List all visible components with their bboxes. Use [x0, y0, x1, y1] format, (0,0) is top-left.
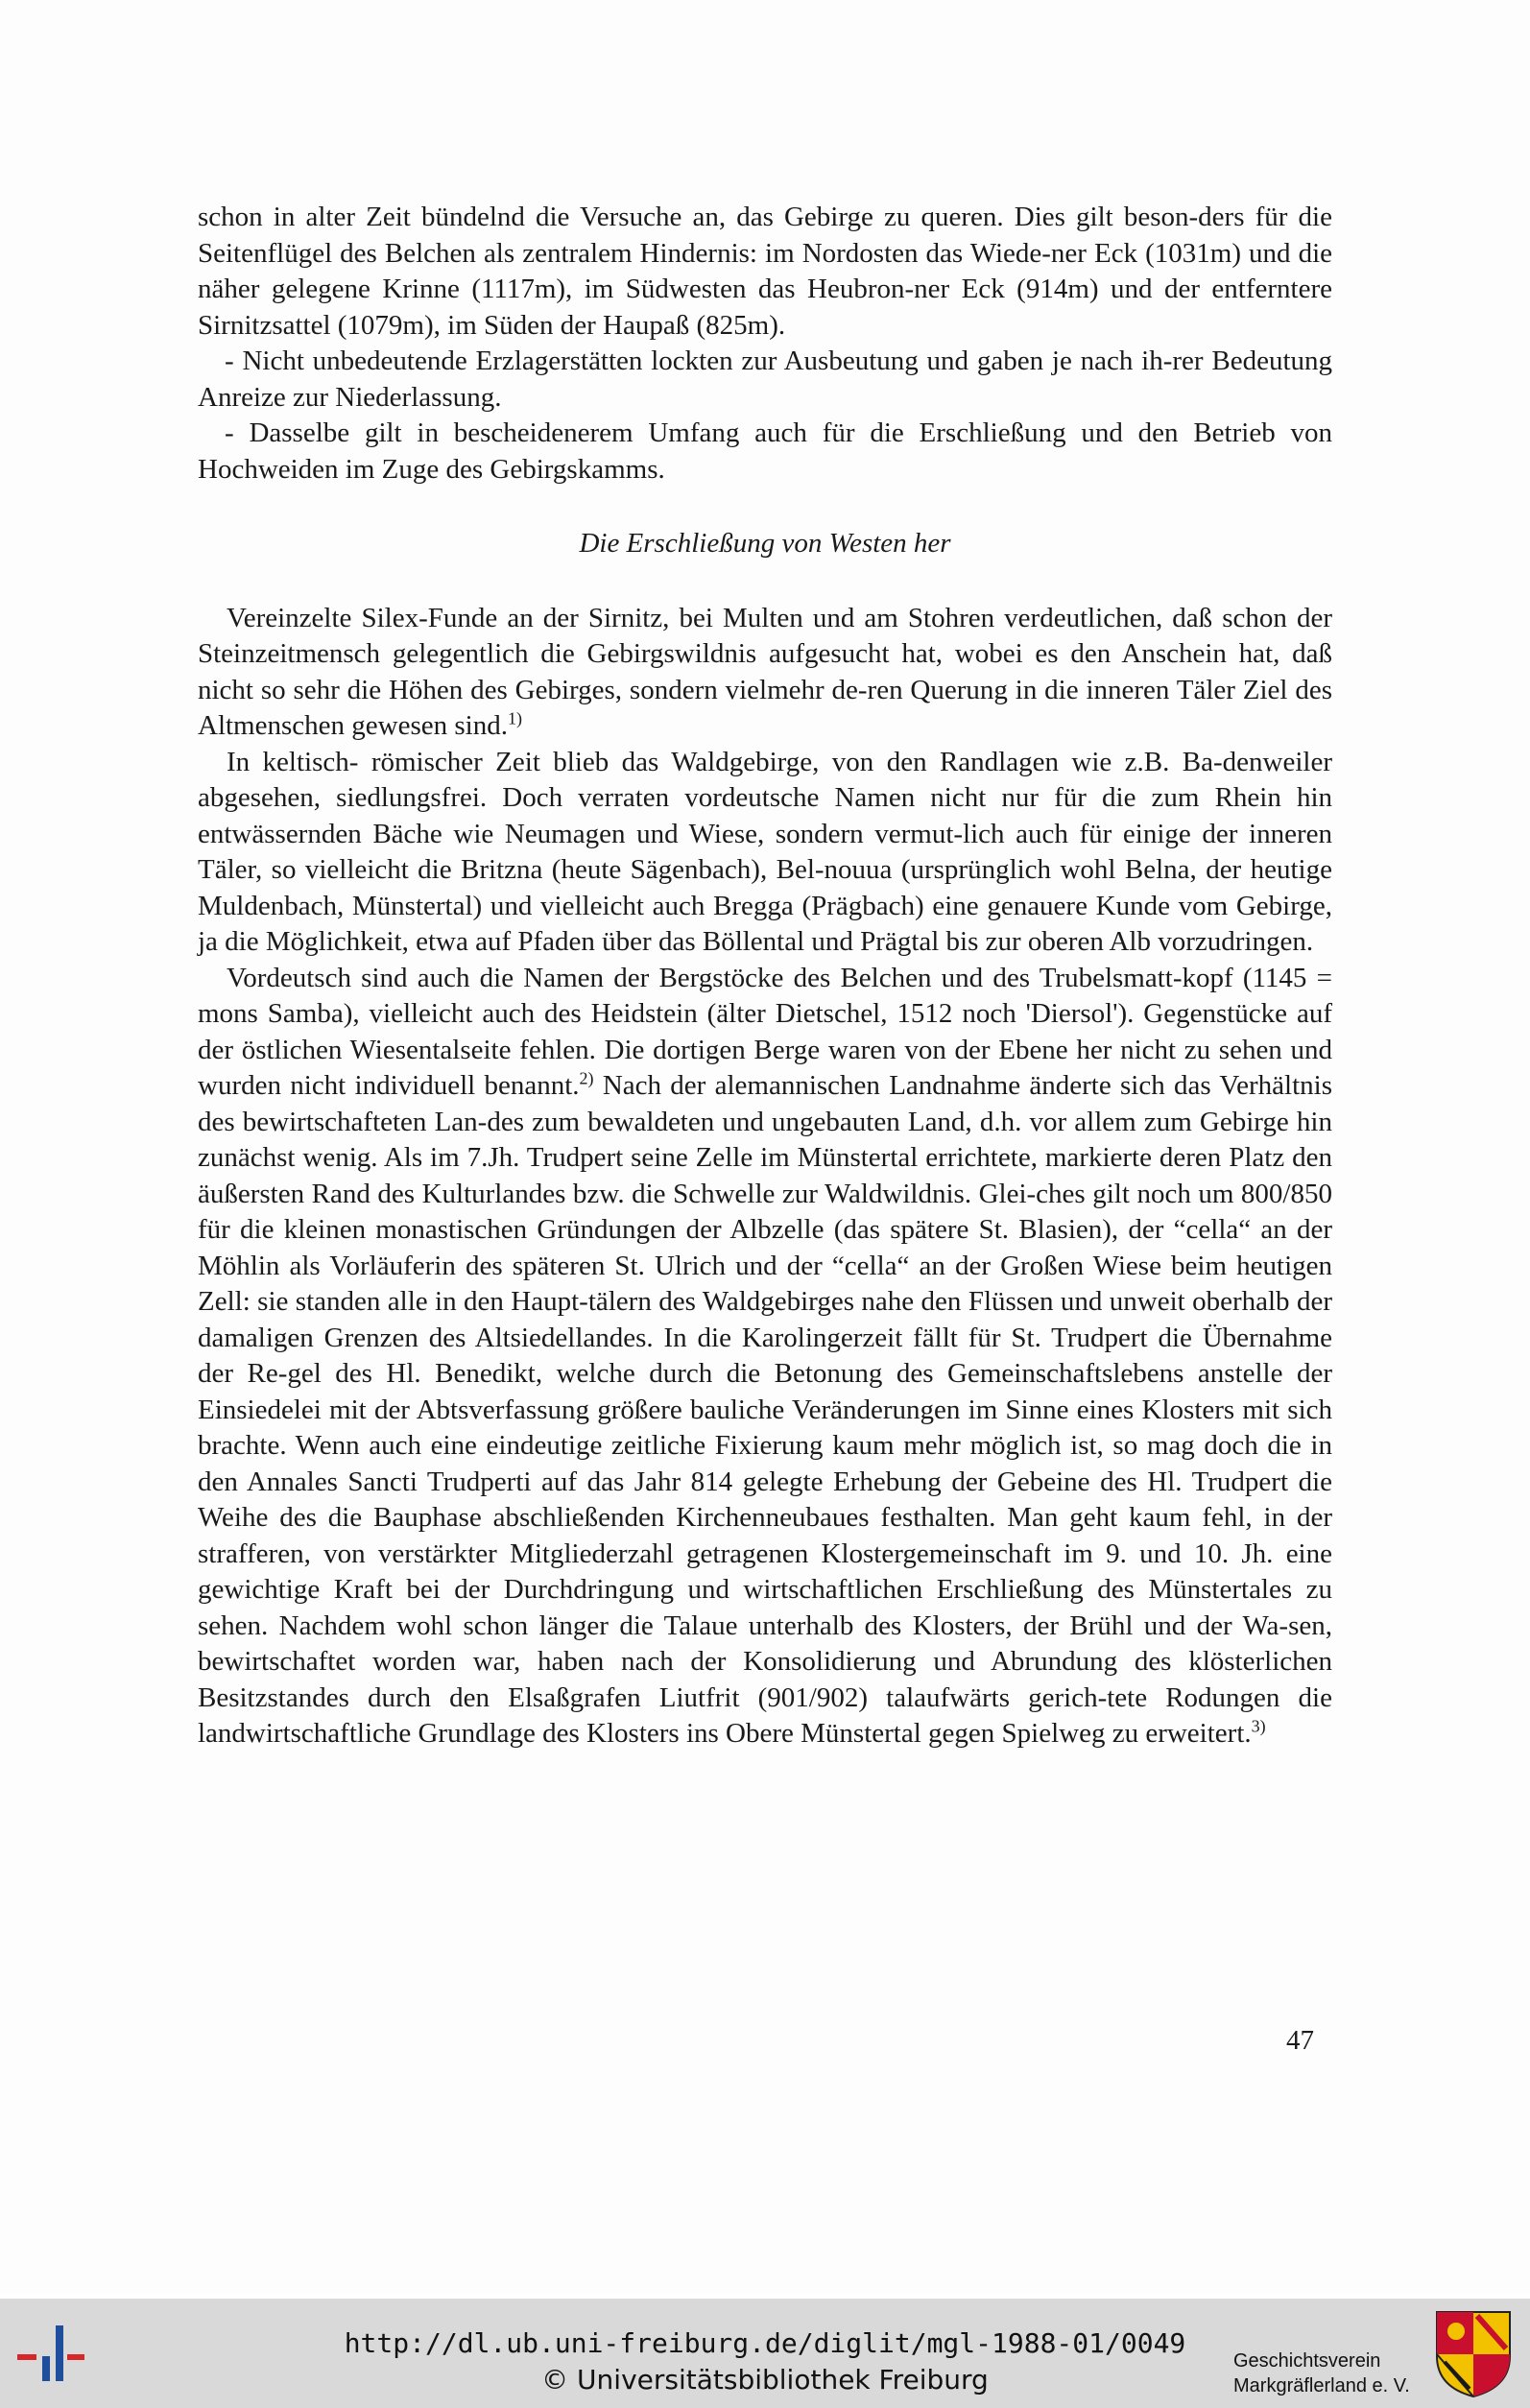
- copyright-notice: © Universitätsbibliothek Freiburg: [541, 2364, 989, 2396]
- markgraeflerland-crest-icon[interactable]: [1435, 2310, 1512, 2398]
- paragraph-silex-finds: [198, 601, 1332, 745]
- footnote-marker: 1): [507, 708, 522, 728]
- footnote-marker: 3): [1251, 1716, 1266, 1736]
- page-number: 47: [1286, 2025, 1314, 2056]
- paragraph-high-pastures: - Dasselbe gilt in bescheidenerem Umfang auch für die Erschließung und den Betrieb von Hochweiden im Zuge des Gebirgskamms.: [198, 417, 1332, 485]
- paragraph-pre-german-names: [198, 961, 1332, 1752]
- paragraph-ore-deposits: - Nicht unbedeutende Erzlagerstätten lockten zur Ausbeutung und gaben je nach ih-rer Bedeutung Anreize zur Niederlassung.: [198, 346, 1332, 413]
- society-name: [1233, 2348, 1410, 2398]
- paragraph-text: Vereinzelte Silex-Funde an der Sirnitz, bei Multen und am Stohren verdeutlichen, daß schon der Steinzeitmensch gelegentlich die Gebirgswildnis aufgesucht hat, wobei es den Anschein hat, daß nicht so sehr die Höhen des Gebirges, sondern vielmehr de-ren Querung in die inneren Täler Ziel des Altmenschen gewesen sind.: [198, 602, 1332, 741]
- section-heading: Die Erschließung von Westen her: [579, 528, 951, 559]
- footnote-marker: 2): [579, 1068, 594, 1088]
- paragraph-celtic-roman: [198, 745, 1332, 961]
- document-body: [198, 200, 1332, 1752]
- paragraph-text: Nach der alemannischen Landnahme änderte sich das Verhältnis des bewirtschafteten Lan-des zum bewaldeten und ungebauten Land, d.h. vor allem zum Gebirge hin zunächst wenig. Als im 7.Jh. Trudpert seine Zelle im Münstertal errichtete, markierte deren Platz den äußersten Rand des Kulturlandes bzw. die Schwelle zur Waldwildnis. Glei-ches gilt noch um 800/850 für die kleinen monastischen Gründungen der Albzelle (das spätere St. Blasien), der “cella“ an der Möhlin als Vorläuferin des späteren St. Ulrich und der “cella“ an der Großen Wiese beim heutigen Zell: sie standen alle in den Haupt-tälern des Waldgebirges nahe den Flüssen und unweit oberhalb der damaligen Grenzen des Altsiedellandes. In die Karolingerzeit fällt für St. Trudpert die Übernahme der Re-gel des Hl. Benedikt, welche durch die Betonung des Gemeinschaftslebens anstelle der Einsiedelei mit der Abtsverfassung größere bauliche Veränderungen im Sinne eines Klosters mit sich brachte. Wenn auch eine eindeutige zeitliche Fixierung kaum mehr möglich ist, so mag doch die in den Annales Sancti Trudperti auf das Jahr 814 gelegte Erhebung der Gebeine des Hl. Trudpert die Weihe des die Bauphase abschließenden Kirchenneubaues festhalten. Man geht kaum fehl, in der strafferen, von verstärkter Mitgliederzahl getragenen Klostergemeinschaft im 9. und 10. Jh. eine gewichtige Kraft bei der Durchdringung und wirtschaftlichen Erschließung des Münstertales zu sehen. Nachdem wohl schon länger die Talaue unterhalb des Klosters, der Brühl und der Wa-sen, bewirtschaftet worden war, haben nach der Konsolidierung und Abrundung des klösterlichen Besitzstandes durch den Elsaßgrafen Liutfrit (901/902) talaufwärts gerich-tete Rodungen die landwirtschaftliche Grundlage des Klosters ins Obere Münstertal gegen Spielweg zu erweitert.: [198, 1070, 1332, 1749]
- document-url-link[interactable]: http://dl.ub.uni-freiburg.de/diglit/mgl-1988-01/0049: [344, 2327, 1186, 2359]
- paragraph-text: Vordeutsch sind auch die Namen der Bergstöcke des Belchen und des Trubelsmatt-kopf (1145 = mons Samba), vielleicht auch des Heidstein (älter Dietschel, 1512 noch 'Diersol'). Gegenstücke auf der östlichen Wiesentalseite fehlen. Die dortigen Berge waren von der Ebene her nicht zu sehen und wurden nicht individuell benannt.: [198, 962, 1332, 1101]
- society-name-line: Geschichtsverein: [1233, 2350, 1381, 2372]
- society-name-line: Markgräflerland e. V.: [1233, 2375, 1410, 2396]
- footer-bar: [0, 2299, 1530, 2408]
- paragraph-continuation: schon in alter Zeit bündelnd die Versuche an, das Gebirge zu queren. Dies gilt beson-ders für die Seitenflügel des Belchen als zentralem Hindernis: im Nordosten das Wiede-ner Eck (1031m) und die näher gelegene Krinne (1117m), im Südwesten das Heubron-ner Eck (914m) und der entferntere Sirnitzsattel (1079m), im Süden der Haupaß (825m).: [198, 202, 1332, 341]
- paragraph-text: In keltisch- römischer Zeit blieb das Waldgebirge, von den Randlagen wie z.B. Ba-denweiler abgesehen, siedlungsfrei. Doch verraten vordeutsche Namen nicht nur für die zum Rhein hin entwässernden Bäche wie Neumagen und Wiese, sondern vermut-lich auch für einige der inneren Täler, so vielleicht die Britzna (heute Sägenbach), Bel-nouua (ursprünglich wohl Belna, der heutige Muldenbach, Münstertal) und vielleicht auch Bregga (Prägbach) eine genauere Kunde vom Gebirge, ja die Möglichkeit, etwa auf Pfaden über das Böllental und Prägtal bis zur oberen Alb vorzudringen.: [198, 746, 1332, 957]
